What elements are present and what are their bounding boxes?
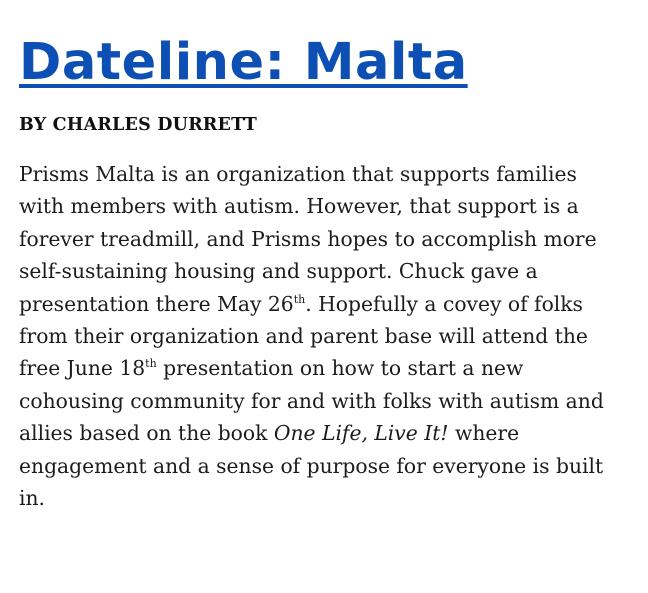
- byline: BY CHARLES DURRETT: [19, 115, 257, 135]
- body-text-part-4: where engagement and a sense of purpose for everyone is built in.: [19, 421, 604, 511]
- ordinal-suffix-2: th: [145, 357, 157, 371]
- body-text-part-1: Prisms Malta is an organization that supports families with members with autism. However, that support is a forever treadmill, and Prisms hopes to accomplish more self-sustaining housing and support. Chuck gave a presentation there May 26: [19, 162, 597, 316]
- book-title: One Life, Live It!: [273, 421, 449, 446]
- headline[interactable]: Dateline: Malta: [19, 33, 468, 92]
- article: [19, 32, 619, 514]
- article-body: [19, 158, 619, 514]
- ordinal-suffix-1: th: [293, 292, 306, 306]
- body-text-part-2: . Hopefully a covey of folks from their organization and parent base will attend the free June 18: [19, 291, 588, 381]
- body-text-part-3: presentation on how to start a new cohousing community for and with folks with autism and allies based on the book: [19, 356, 604, 446]
